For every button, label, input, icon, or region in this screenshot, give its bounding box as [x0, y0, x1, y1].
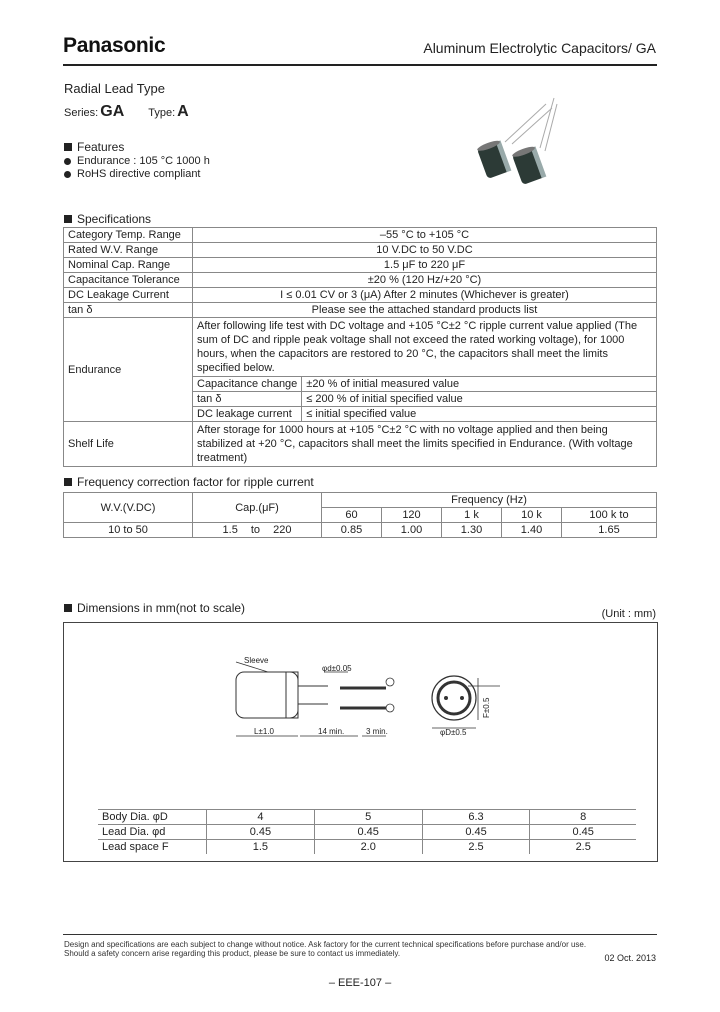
bullet-icon [64, 171, 71, 178]
endurance-limits-table [193, 376, 656, 421]
table-row: Capacitance Tolerance ±20 % (120 Hz/+20 °C) [64, 273, 657, 288]
table-row: Category Temp. Range –55 °C to +105 °C [64, 228, 657, 243]
dimensions-heading: Dimensions in mm(not to scale) [64, 601, 245, 615]
brand-logo: Panasonic [63, 34, 166, 57]
table-row: Lead Dia. φd 0.45 0.45 0.45 0.45 [98, 825, 636, 840]
lead-end-label: 3 min. [366, 727, 388, 736]
table-row: DC Leakage Current I ≤ 0.01 CV or 3 (μA) After 2 minutes (Whichever is greater) [64, 288, 657, 303]
specifications-heading: Specifications [64, 212, 151, 226]
table-row: Shelf Life After storage for 1000 hours at +105 °C±2 °C with no voltage applied and then being stabilized at +20 °C, capacitors shall meet the limits specified in Endurance. (With voltage treatment) [64, 422, 657, 467]
lead-dia-label: φd±0.05 [322, 664, 352, 673]
bullet-icon [64, 158, 71, 165]
table-row: Lead space F 1.5 2.0 2.5 2.5 [98, 840, 636, 855]
lead-type: Radial Lead Type [64, 81, 165, 96]
endurance-text: After following life test with DC voltage and +105 °C±2 °C ripple current value applied (The sum of DC and ripple peak voltage shall not exceed the rated working voltage), for 1000 hours, when the capacitors are restored to 20 °C, the capacitors shall meet the limits specified below. [197, 320, 638, 374]
square-bullet-icon [64, 143, 72, 151]
list-item: RoHS directive compliant [64, 168, 210, 181]
table-row: Capacitance change ±20 % of initial measured value [193, 377, 656, 392]
series-value: GA [100, 103, 125, 120]
series-label: Series: [64, 107, 99, 119]
type-label: Type: [148, 107, 176, 119]
features-heading: Features [64, 140, 124, 154]
lead-length-label: 14 min. [318, 727, 345, 736]
footer-divider [63, 934, 657, 935]
unit-note: (Unit : mm) [601, 608, 656, 620]
table-row: Rated W.V. Range 10 V.DC to 50 V.DC [64, 243, 657, 258]
header-divider [63, 64, 657, 66]
spacing-label: F±0.5 [482, 697, 491, 718]
page-number: – EEE-107 – [328, 977, 392, 989]
dimensions-table [98, 809, 636, 854]
specifications-table [63, 227, 657, 467]
table-row: 60 120 1 k 10 k 100 k to [64, 508, 657, 523]
sleeve-label: Sleeve [244, 656, 269, 665]
disclaimer: Design and specifications are each subject to change without notice. Ask factory for the current technical specifications before purchase and/or use. Should a safety concern arise regarding this product, please be sure to contact us immediately. [64, 940, 587, 958]
table-row: tan δ ≤ 200 % of initial specified value [193, 392, 656, 407]
capacitor-photo [468, 96, 558, 186]
frequency-table [63, 492, 657, 538]
length-label: L±1.0 [254, 727, 274, 736]
table-row: tan δ Please see the attached standard products list [64, 303, 657, 318]
features-list [64, 155, 210, 181]
square-bullet-icon [64, 215, 72, 223]
square-bullet-icon [64, 478, 72, 486]
table-row: Nominal Cap. Range 1.5 μF to 220 μF [64, 258, 657, 273]
table-row: DC leakage current ≤ initial specified value [193, 407, 656, 422]
frequency-heading: Frequency correction factor for ripple current [64, 475, 314, 489]
body-dia-label: φD±0.5 [440, 728, 467, 737]
table-row: W.V.(V.DC) Cap.(μF) Frequency (Hz) [64, 493, 657, 508]
table-row: Body Dia. φD 4 5 6.3 8 [98, 810, 636, 825]
list-item: Endurance : 105 °C 1000 h [64, 155, 210, 168]
series-row [64, 103, 189, 121]
table-row: Endurance After following life test with DC voltage and +105 °C±2 °C ripple current value applied (The sum of DC and ripple peak voltage shall not exceed the rated working voltage), for 1000 hours, when the capacitors are restored to 20 °C, the capacitors shall meet the limits specified below. Capacitance change ±20 % of initial measured value tan δ ≤ 200 % of initial specified value DC leakage current ≤ initial specified value [64, 318, 657, 422]
type-value: A [177, 103, 189, 120]
revision-date: 02 Oct. 2013 [604, 953, 656, 963]
square-bullet-icon [64, 604, 72, 612]
document-title: Aluminum Electrolytic Capacitors/ GA [423, 40, 656, 56]
table-row: 10 to 50 1.5 to 220 0.85 1.00 1.30 1.40 1.65 [64, 523, 657, 538]
